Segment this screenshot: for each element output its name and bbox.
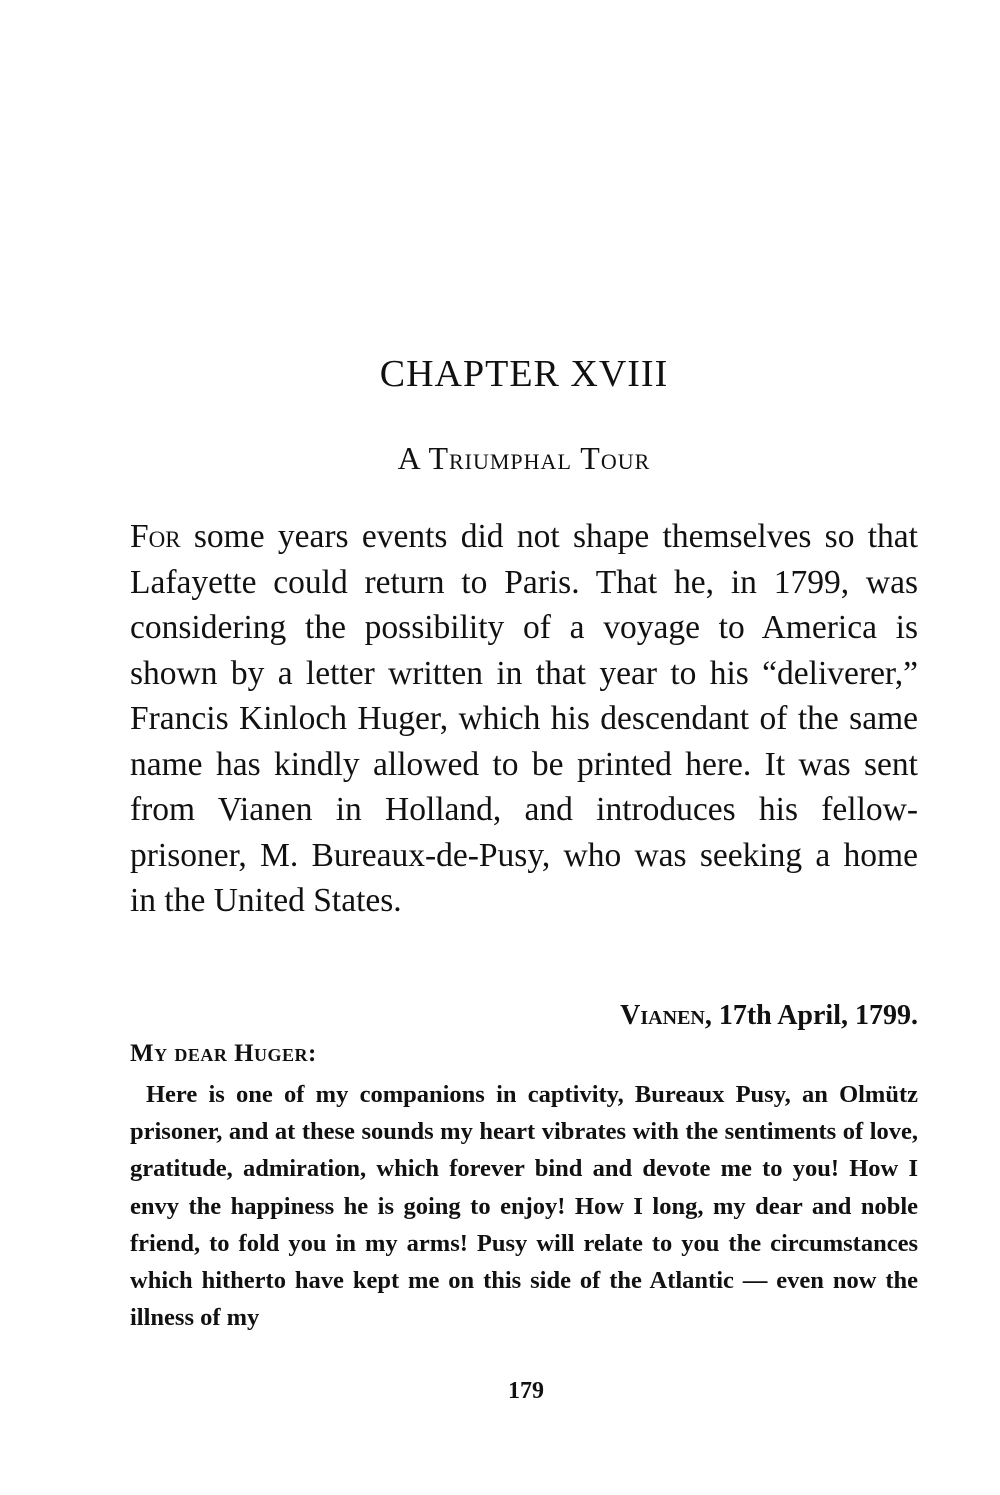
dateline-place: Vianen	[620, 1000, 705, 1031]
letter-dateline	[546, 1000, 918, 1032]
letter-body: Here is one of my companions in captivity, Bureaux Pusy, an Olmütz prisoner, and at these sounds my heart vibrates with the sentiments of love, gratitude, admiration, which forever bind and devote me to you! How I envy the happiness he is going to enjoy! How I long, my dear and noble friend, to fold you in my arms! Pusy will relate to you the circumstances which hitherto have kept me on this side of the Atlantic — even now the illness of my	[130, 1081, 918, 1332]
dateline-date: , 17th April, 1799.	[704, 1000, 918, 1031]
letter-salutation: My dear Huger:	[130, 1040, 317, 1067]
narrative-paragraph	[130, 514, 918, 924]
page-number: 179	[508, 1378, 544, 1404]
chapter-title: A Triumphal Tour	[397, 440, 651, 476]
chapter-heading: CHAPTER XVIII	[379, 353, 669, 395]
lead-word: For	[130, 518, 181, 555]
narrative-text: some years events did not shape themselves so that Lafayette could return to Paris. That he, in 1799, was considering the possibility of a voyage to America is shown by a letter written in that year to his “deliverer,” Francis Kinloch Huger, which his descendant of the same name has kindly allowed to be printed here. It was sent from Vianen in Holland, and introduces his fellow-prisoner, M. Bureaux-de-Pusy, who was seeking a home in the United States.	[130, 518, 918, 919]
